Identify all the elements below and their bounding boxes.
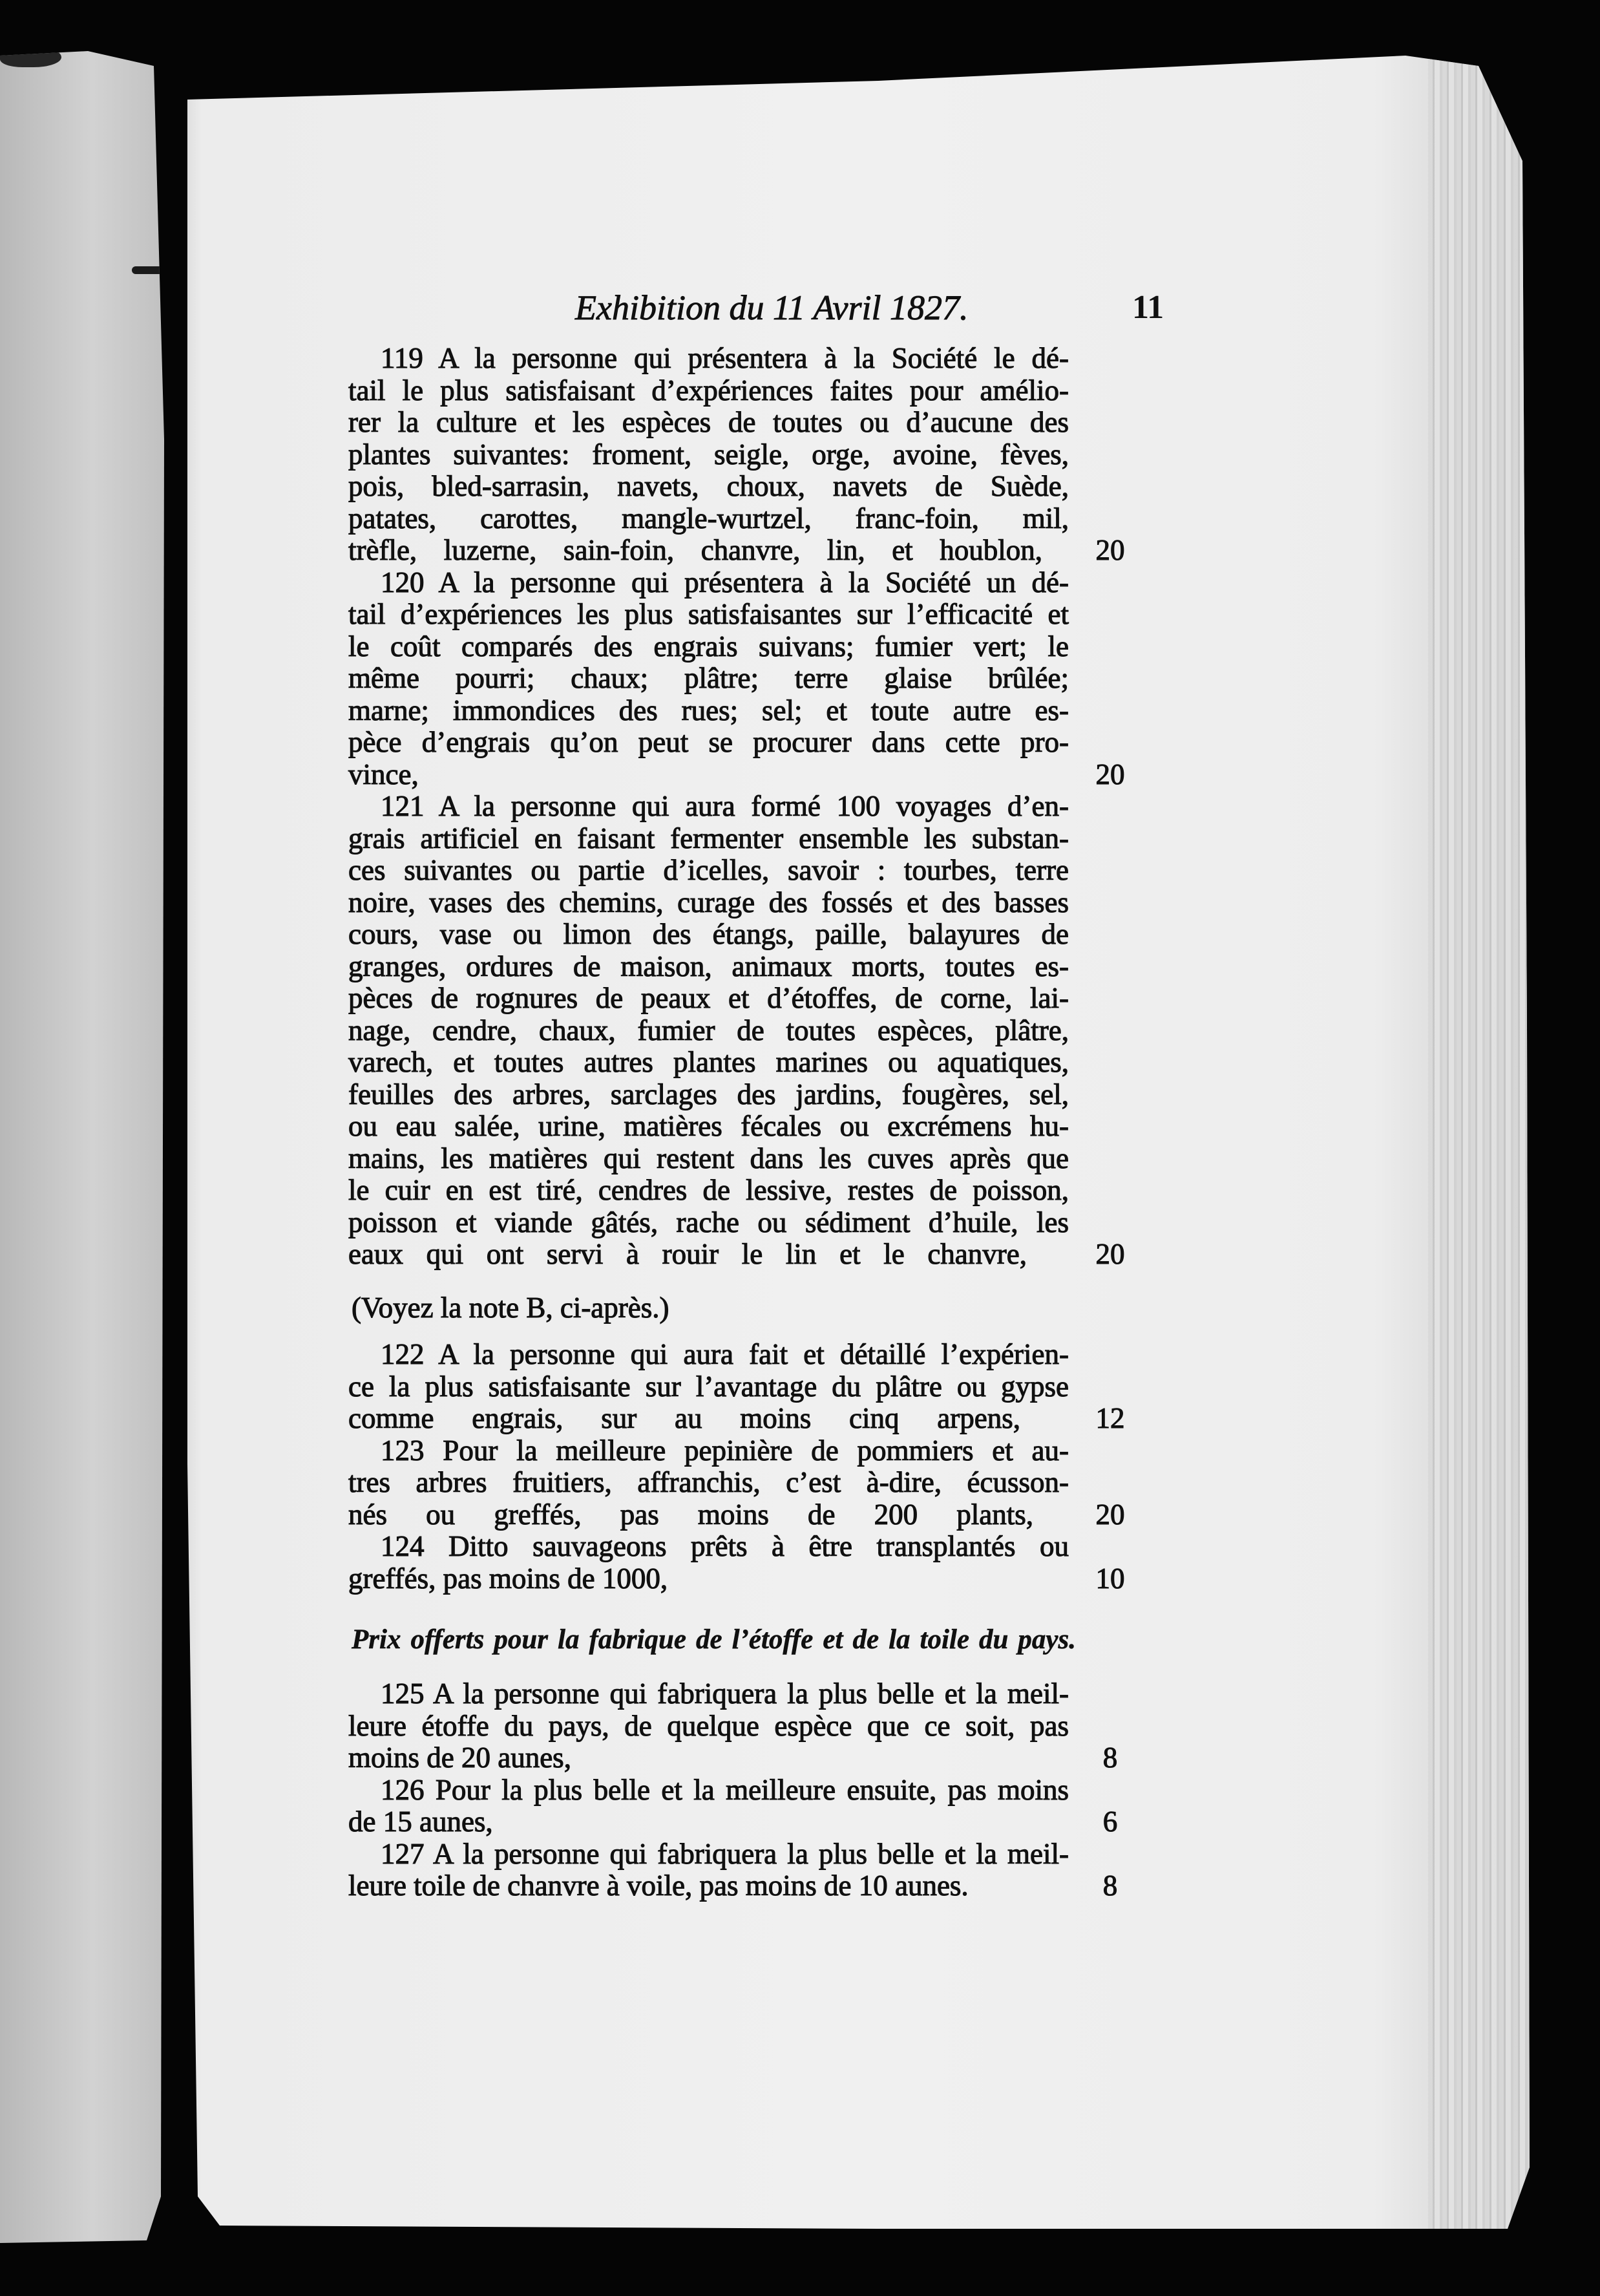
text-line: cours, vase ou limon des étangs, paille, balayures de — [348, 918, 1069, 950]
text-line-with-amount — [348, 1741, 1118, 1774]
text-line-with-amount — [348, 1562, 1125, 1595]
text-line: 122 A la personne qui aura fait et détaillé l’expérien- — [381, 1338, 1069, 1370]
text-line: noire, vases des chemins, curage des fossés et des basses — [348, 886, 1069, 919]
article-121 — [348, 790, 1125, 1271]
prize-amount: 8 — [1102, 1741, 1118, 1774]
text-line: même pourri; chaux; plâtre; terre glaise brûlée; — [348, 662, 1069, 694]
text-line: granges, ordures de maison, animaux morts, toutes es- — [348, 950, 1069, 983]
text-line: pèces de rognures de peaux et d’étoffes, de corne, lai- — [348, 982, 1069, 1014]
text-line-with-amount — [348, 758, 1125, 791]
text-line: poisson et viande gâtés, rache ou sédiment d’huile, les — [348, 1206, 1069, 1238]
article-119 — [348, 342, 1125, 567]
text-line-with-amount — [348, 534, 1125, 567]
page-edges — [1428, 52, 1538, 2243]
text-line: tres arbres fruitiers, affranchis, c’est à-dire, écusson- — [348, 1466, 1069, 1498]
text-line: tail d’expériences les plus satisfaisantes sur l’efficacité et — [348, 598, 1069, 630]
prize-amount: 10 — [1095, 1562, 1125, 1595]
article-127 — [348, 1837, 1118, 1902]
text-line: 127 A la personne qui fabriquera la plus belle et la meil- — [381, 1837, 1069, 1870]
text-line: 125 A la personne qui fabriquera la plus belle et la meil- — [381, 1677, 1069, 1710]
article-123 — [348, 1434, 1125, 1531]
text-line: ce la plus satisfaisante sur l’avantage du plâtre ou gypse — [348, 1370, 1069, 1403]
text-line: patates, carottes, mangle-wurtzel, franc-foin, mil, — [348, 502, 1069, 535]
text-line: greffés, pas moins de 1000, — [348, 1562, 668, 1595]
text-line: moins de 20 aunes, — [348, 1741, 571, 1774]
prize-amount: 20 — [1095, 1238, 1125, 1270]
text-line-with-amount — [348, 1238, 1125, 1271]
running-head: Exhibition du 11 Avril 1827. — [575, 288, 969, 327]
prize-amount: 12 — [1095, 1402, 1125, 1434]
text-line: 124 Ditto sauvageons prêts à être transplantés ou — [381, 1530, 1069, 1562]
text-line: varech, et toutes autres plantes marines ou aquatiques, — [348, 1046, 1069, 1078]
text-line: 121 A la personne qui aura formé 100 voyages d’en- — [381, 790, 1069, 822]
text-line: pois, bled-sarrasin, navets, choux, navets de Suède, — [348, 470, 1069, 502]
text-line: 123 Pour la meilleure pepinière de pommiers et au- — [381, 1434, 1069, 1467]
text-line: leure toile de chanvre à voile, pas moins de 10 aunes. — [348, 1869, 969, 1902]
text-line: nage, cendre, chaux, fumier de toutes espèces, plâtre, — [348, 1014, 1069, 1047]
facing-page-edge — [0, 0, 168, 2296]
text-line: plantes suivantes: froment, seigle, orge, avoine, fèves, — [348, 438, 1069, 471]
text-line: tail le plus satisfaisant d’expériences faites pour amélio- — [348, 374, 1069, 407]
prize-amount: 6 — [1102, 1805, 1118, 1838]
prize-list-block-1 — [348, 342, 1125, 1271]
section-heading: Prix offerts pour la fabrique de l’étoffe et de la toile du pays. — [352, 1624, 1076, 1655]
text-line: rer la culture et les espèces de toutes ou d’aucune des — [348, 406, 1069, 438]
text-line: leure étoffe du pays, de quelque espèce que ce soit, pas — [348, 1709, 1069, 1742]
text-line: pèce d’engrais qu’on peut se procurer dans cette pro- — [348, 726, 1069, 758]
text-line: 119 A la personne qui présentera à la Société le dé- — [381, 342, 1069, 374]
text-line: ou eau salée, urine, matières fécales ou excrémens hu- — [348, 1110, 1069, 1142]
article-120 — [348, 566, 1125, 791]
scan-smudge — [0, 45, 61, 67]
text-line: marne; immondices des rues; sel; et toute autre es- — [348, 694, 1069, 727]
text-line: de 15 aunes, — [348, 1805, 493, 1838]
prize-amount: 8 — [1102, 1869, 1118, 1902]
text-line: le cuir en est tiré, cendres de lessive, restes de poisson, — [348, 1174, 1069, 1206]
prize-list-block-3 — [348, 1677, 1118, 1902]
text-line: feuilles des arbres, sarclages des jardins, fougères, sel, — [348, 1078, 1069, 1111]
text-line-with-amount — [348, 1402, 1125, 1435]
text-line: mains, les matières qui restent dans les cuves après que — [348, 1142, 1069, 1175]
text-line: grais artificiel en faisant fermenter ensemble les substan- — [348, 822, 1069, 855]
text-line: trèfle, luzerne, sain-foin, chanvre, lin, et houblon, — [348, 534, 1042, 566]
note-reference: (Voyez la note B, ci-après.) — [352, 1292, 669, 1324]
article-125 — [348, 1677, 1118, 1774]
prize-amount: 20 — [1095, 534, 1125, 566]
text-line: eaux qui ont servi à rouir le lin et le chanvre, — [348, 1238, 1027, 1270]
article-124 — [348, 1530, 1125, 1595]
text-line-with-amount — [348, 1805, 1118, 1838]
text-line: 120 A la personne qui présentera à la Société un dé- — [381, 566, 1069, 599]
text-line-with-amount — [348, 1869, 1118, 1902]
text-line: le coût comparés des engrais suivans; fumier vert; le — [348, 630, 1069, 663]
text-line-with-amount — [348, 1498, 1125, 1531]
text-line: comme engrais, sur au moins cinq arpens, — [348, 1402, 1020, 1434]
text-line: vince, — [348, 758, 419, 791]
prize-list-block-2 — [348, 1338, 1125, 1595]
prize-amount: 20 — [1095, 758, 1125, 791]
article-122 — [348, 1338, 1125, 1435]
text-line: nés ou greffés, pas moins de 200 plants, — [348, 1498, 1033, 1531]
scan-mark — [132, 266, 191, 274]
text-line: 126 Pour la plus belle et la meilleure ensuite, pas moins — [381, 1773, 1069, 1806]
prize-amount: 20 — [1095, 1498, 1125, 1531]
article-126 — [348, 1773, 1118, 1838]
page-number: 11 — [1132, 289, 1164, 326]
text-line: ces suivantes ou partie d’icelles, savoir : tourbes, terre — [348, 854, 1069, 886]
